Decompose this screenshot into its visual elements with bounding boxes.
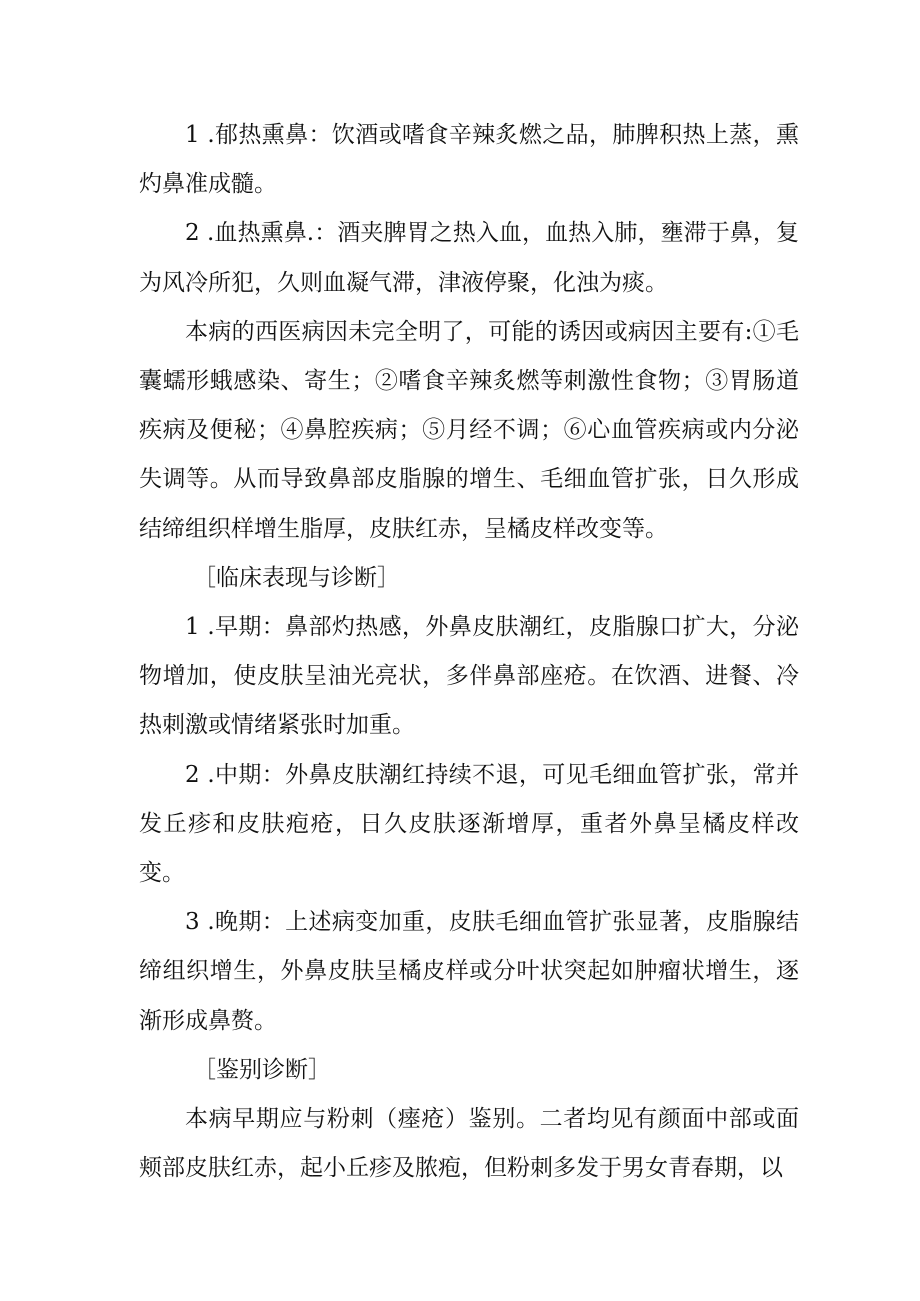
paragraph-middle-stage: 2 .中期：外鼻皮肤潮红持续不退，可见毛细血管扩张，常并发丘疹和皮肤疱疮，日久皮肤逐渐增厚，重者外鼻呈橘皮样改变。 (139, 761, 799, 887)
section-heading-clinical: ［临床表现与诊断］ (193, 564, 400, 591)
document-body (139, 111, 799, 1193)
paragraph-early-stage: 1 .早期：鼻部灼热感，外鼻皮肤潮红，皮脂腺口扩大，分泌物增加，使皮肤呈油光亮状，多伴鼻部座疮。在饮酒、进餐、冷热刺激或情绪紧张时加重。 (139, 614, 799, 739)
paragraph-western-etiology: 本病的西医病因未完全明了，可能的诱因或病因主要有:①毛囊蠕形蛾感染、寄生；②嗜食辛辣炙燃等刺激性食物；③胃肠道疾病及便秘；④鼻腔疾病；⑤月经不调；⑥心血管疾病或内分泌失调等。从而导致鼻部皮脂腺的增生、毛细血管扩张，日久形成结缔组织样增生脂厚，皮肤红赤，呈橘皮样改变等。 (139, 318, 799, 542)
section-heading-differential: ［鉴别诊断］ (193, 1056, 331, 1083)
paragraph-cause-2: 2 .血热熏鼻.：酒夹脾胃之热入血，血热入肺，壅滞于鼻，复为风冷所犯，久则血凝气滞，津液停聚，化浊为痰。 (139, 220, 799, 296)
paragraph-late-stage: 3 .晚期：上述病变加重，皮肤毛细血管扩张显著，皮脂腺结缔组织增生，外鼻皮肤呈橘皮样或分叶状突起如肿瘤状增生，逐渐形成鼻赘。 (139, 909, 799, 1034)
paragraph-cause-1: 1 .郁热熏鼻：饮酒或嗜食辛辣炙燃之品，肺脾积热上蒸，熏灼鼻准成髓。 (139, 122, 799, 198)
paragraph-differential: 本病早期应与粉刺（瘗疮）鉴别。二者均见有颜面中部或面颊部皮肤红赤，起小丘疹及脓疱，但粉刺多发于男女青春期，以 (139, 1106, 799, 1182)
